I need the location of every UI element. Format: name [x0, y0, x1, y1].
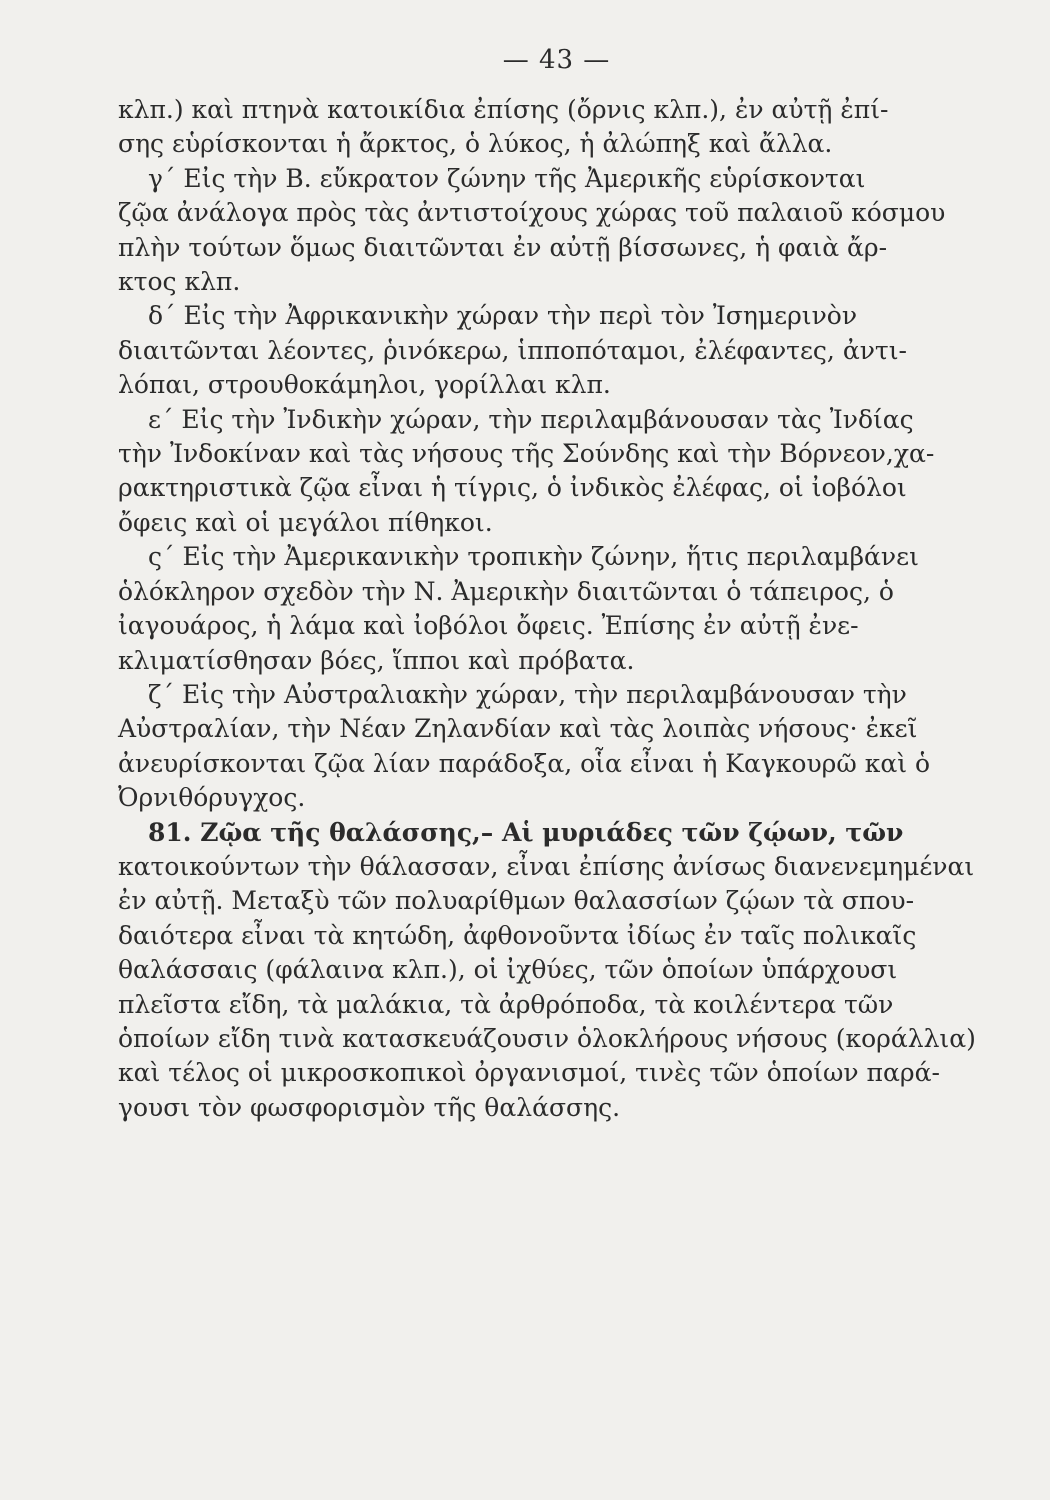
text-line: ε΄ Εἰς τὴν Ἰνδικὴν χώραν, τὴν περιλαμβάνουσαν τὰς Ἰνδίας — [148, 404, 914, 434]
text-line: πλεῖστα εἴδη, τὰ μαλάκια, τὰ ἀρθρόποδα, τὰ κοιλέντερα τῶν — [118, 989, 894, 1019]
text-line: πλὴν τούτων ὅμως διαιτῶνται ἐν αὐτῇ βίσσωνες, ἡ φαιὰ ἄρ- — [118, 232, 888, 262]
text-line: δαιότερα εἶναι τὰ κητώδη, ἀφθονοῦντα ἰδίως ἐν ταῖς πολικαῖς — [118, 920, 917, 950]
text-line: κλπ.) καὶ πτηνὰ κατοικίδια ἐπίσης (ὄρνις κλπ.), ἐν αὐτῇ ἐπί- — [118, 95, 889, 124]
text-line: καὶ τέλος οἱ μικροσκοπικοὶ ὀργανισμοί, τινὲς τῶν ὁποίων παρά- — [118, 1058, 940, 1088]
body-text — [118, 93, 976, 1125]
text-line: λόπαι, στρουθοκάμηλοι, γορίλλαι κλπ. — [118, 370, 611, 400]
text-line: ὄφεις καὶ οἱ μεγάλοι πίθηκοι. — [118, 507, 493, 537]
text-line: ὁλόκληρον σχεδὸν τὴν Ν. Ἀμερικὴν διαιτῶνται ὁ τάπειρος, ὁ — [118, 576, 894, 606]
text-line: ὁποίων εἴδη τινὰ κατασκευάζουσιν ὁλοκλήρους νήσους (κοράλλια) — [118, 1023, 976, 1053]
text-line: Αὐστραλίαν, τὴν Νέαν Ζηλανδίαν καὶ τὰς λοιπὰς νήσους· ἐκεῖ — [118, 714, 918, 744]
page-number: — 43 — — [502, 45, 611, 75]
text-line: γουσι τὸν φωσφορισμὸν τῆς θαλάσσης. — [118, 1092, 621, 1122]
text-line: δ΄ Εἰς τὴν Ἀφρικανικὴν χώραν τὴν περὶ τὸν Ἰσημερινὸν — [148, 301, 858, 331]
text-line: σης εὑρίσκονται ἡ ἄρκτος, ὁ λύκος, ἡ ἀλώπηξ καὶ ἄλλα. — [118, 129, 833, 159]
text-line: ρακτηριστικὰ ζῷα εἶναι ἡ τίγρις, ὁ ἰνδικὸς ἐλέφας, οἱ ἰοβόλοι — [118, 473, 907, 503]
text-line: κλιματίσθησαν βόες, ἵπποι καὶ πρόβατα. — [118, 645, 635, 675]
text-line: κτος κλπ. — [118, 267, 241, 297]
text-line: ἀνευρίσκονται ζῷα λίαν παράδοξα, οἷα εἶναι ἡ Καγκουρῶ καὶ ὁ — [118, 748, 931, 778]
text-line: τὴν Ἰνδοκίναν καὶ τὰς νήσους τῆς Σούνδης καὶ τὴν Βόρνεον,χα- — [118, 439, 935, 469]
text-line: ἐν αὐτῇ. Μεταξὺ τῶν πολυαρίθμων θαλασσίων ζῴων τὰ σπου- — [118, 886, 915, 916]
text-line: ζῷα ἀνάλογα πρὸς τὰς ἀντιστοίχους χώρας τοῦ παλαιοῦ κόσμου — [118, 198, 946, 228]
text-line: ζ΄ Εἰς τὴν Αὐστραλιακὴν χώραν, τὴν περιλαμβάνουσαν τὴν — [148, 679, 907, 709]
text-line: γ΄ Εἰς τὴν Β. εὔκρατον ζώνην τῆς Ἀμερικῆς εὑρίσκονται — [148, 163, 866, 193]
text-line: ἰαγουάρος, ἡ λάμα καὶ ἰοβόλοι ὄφεις. Ἐπίσης ἐν αὐτῇ ἐνε- — [118, 611, 859, 641]
text-line: θαλάσσαις (φάλαινα κλπ.), οἱ ἰχθύες, τῶν ὁποίων ὑπάρχουσι — [118, 955, 898, 985]
text-line: διαιτῶνται λέοντες, ῥινόκερω, ἱπποπόταμοι, ἐλέφαντες, ἀντι- — [118, 335, 907, 365]
text-line: Ὀρνιθόρυγχος. — [118, 783, 306, 813]
section-heading-line: 81. Ζῷα τῆς θαλάσσης,– Αἱ μυριάδες τῶν ζῴων, τῶν — [148, 817, 904, 847]
text-line: ς΄ Εἰς τὴν Ἀμερικανικὴν τροπικὴν ζώνην, ἥτις περιλαμβάνει — [148, 542, 919, 572]
text-line: κατοικούντων τὴν θάλασσαν, εἶναι ἐπίσης ἀνίσως διανενεμημέναι — [118, 851, 975, 881]
